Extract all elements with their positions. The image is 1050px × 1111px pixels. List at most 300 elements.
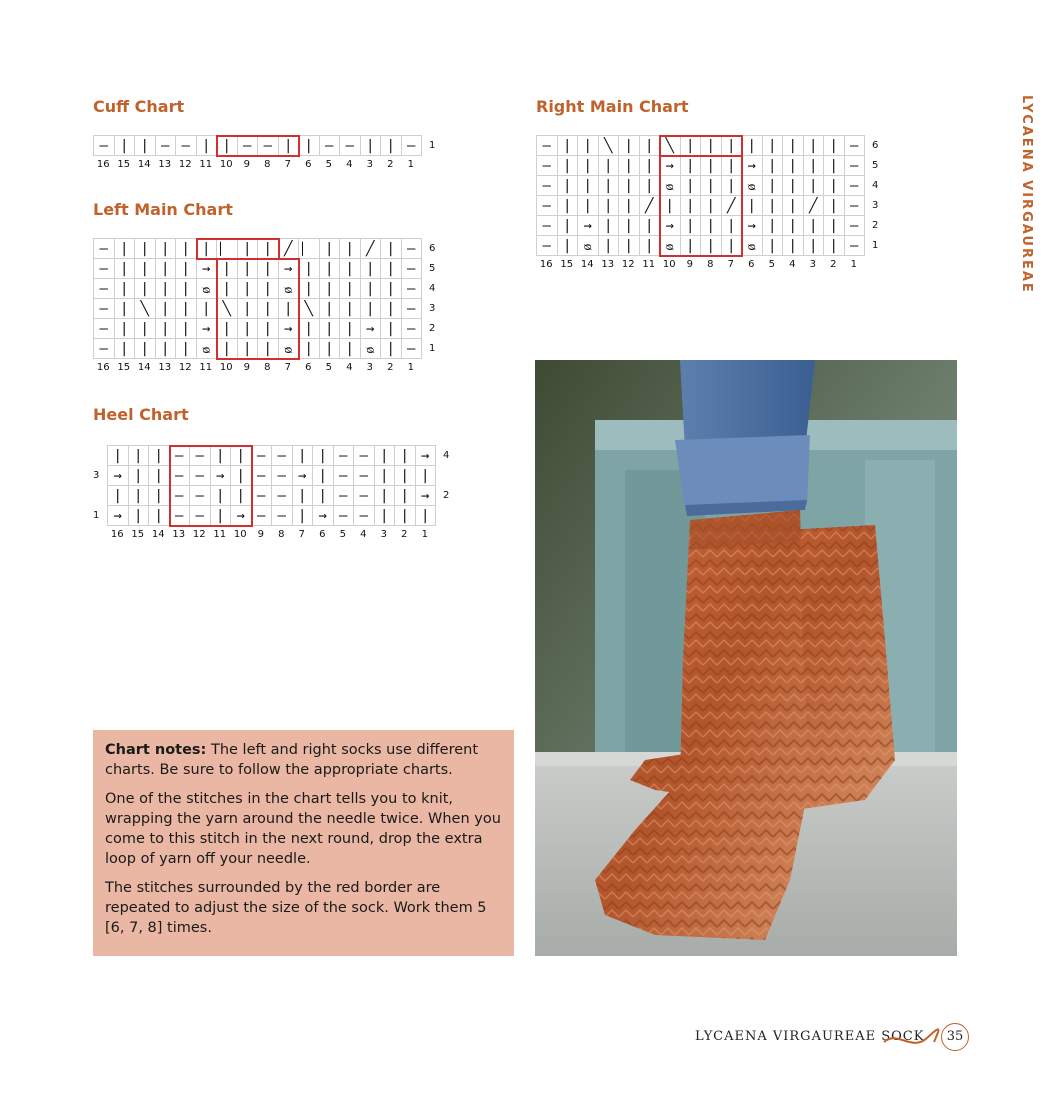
left-chart-cell: | xyxy=(258,299,279,319)
left-chart-cell: | xyxy=(278,299,299,319)
heel-chart-cell: — xyxy=(190,466,211,486)
right-chart-row xyxy=(537,156,865,176)
right-chart-cell: | xyxy=(721,136,742,156)
cuff-column-number: 14 xyxy=(137,159,151,170)
heel-chart-cell: | xyxy=(128,506,149,526)
left-chart-cell: | xyxy=(381,339,402,359)
right-column-number: 10 xyxy=(662,259,676,270)
heel-chart-cell: | xyxy=(395,446,416,466)
left-chart-cell: | xyxy=(299,319,320,339)
right-column-number: 7 xyxy=(727,259,734,270)
right-chart-cell: | xyxy=(639,156,660,176)
heel-chart-cell: | xyxy=(149,506,170,526)
right-chart-cell: ᴓ xyxy=(742,236,763,256)
left-chart-cell: ᴓ xyxy=(278,279,299,299)
left-chart-cell: | xyxy=(319,239,340,259)
left-chart-cell: | xyxy=(258,239,279,259)
right-row-number: 6 xyxy=(872,140,879,151)
heel-chart-grid xyxy=(93,445,450,540)
cuff-column-number: 9 xyxy=(243,159,250,170)
heel-column-number: 10 xyxy=(233,529,247,540)
right-chart-cell: ╱ xyxy=(803,196,824,216)
right-chart-cell: | xyxy=(619,136,640,156)
left-chart-cell: | xyxy=(237,319,258,339)
right-chart-cell: | xyxy=(598,216,619,236)
cuff-chart-table xyxy=(93,135,422,156)
left-chart-cell: — xyxy=(401,299,422,319)
cuff-chart-cell: | xyxy=(381,136,402,156)
left-main-chart-grid xyxy=(93,238,436,373)
cuff-column-number: 6 xyxy=(305,159,312,170)
right-chart-cell: | xyxy=(557,216,578,236)
cuff-column-number: 8 xyxy=(264,159,271,170)
chart-notes-label: Chart notes: xyxy=(105,742,207,758)
left-column-number: 16 xyxy=(96,362,110,373)
heel-chart-cell: | xyxy=(395,466,416,486)
right-chart-cell: | xyxy=(639,216,660,236)
heel-chart-cell: | xyxy=(292,506,313,526)
right-chart-cell: | xyxy=(762,136,783,156)
right-chart-cell: | xyxy=(619,216,640,236)
right-row-number: 5 xyxy=(872,160,879,171)
left-chart-cell: | xyxy=(135,279,156,299)
left-chart-cell: | xyxy=(217,319,238,339)
heel-chart-cell: | xyxy=(395,486,416,506)
right-chart-cell: | xyxy=(803,236,824,256)
heel-chart-cell: | xyxy=(149,486,170,506)
heel-chart-cell: — xyxy=(333,466,354,486)
right-chart-cell: | xyxy=(578,196,599,216)
right-column-number: 16 xyxy=(539,259,553,270)
left-chart-row xyxy=(94,259,422,279)
left-chart-cell: ╲ xyxy=(135,299,156,319)
left-chart-cell: ╲ xyxy=(217,299,238,319)
right-chart-cell: | xyxy=(578,176,599,196)
left-column-number: 9 xyxy=(243,362,250,373)
right-chart-cell: | xyxy=(557,176,578,196)
heel-column-number: 12 xyxy=(192,529,206,540)
cuff-chart-cell: — xyxy=(94,136,115,156)
heel-chart-cell: — xyxy=(251,506,272,526)
right-column-number: 5 xyxy=(768,259,775,270)
right-chart-row xyxy=(537,236,865,256)
left-chart-cell: | xyxy=(319,339,340,359)
right-chart-cell: — xyxy=(537,196,558,216)
heel-chart-cell: | xyxy=(108,486,129,506)
heel-column-number: 6 xyxy=(319,529,326,540)
right-chart-cell: — xyxy=(844,236,865,256)
left-chart-cell: | xyxy=(155,339,176,359)
heel-chart-cell: — xyxy=(169,486,190,506)
heel-row-number: 2 xyxy=(443,490,450,501)
cuff-chart-title: Cuff Chart xyxy=(93,97,185,116)
left-chart-cell: | xyxy=(176,239,197,259)
left-column-number: 10 xyxy=(219,362,233,373)
left-chart-cell: — xyxy=(94,299,115,319)
right-row-number: 1 xyxy=(872,240,879,251)
right-chart-cell: | xyxy=(578,136,599,156)
right-chart-cell: | xyxy=(680,136,701,156)
right-chart-cell: | xyxy=(639,136,660,156)
cuff-column-number: 3 xyxy=(366,159,373,170)
chart-notes-paragraph-3: The stitches surrounded by the red border are repeated to adjust the size of the sock. Work them 5 [6, 7, 8] times. xyxy=(105,880,487,936)
heel-chart-cell: | xyxy=(210,446,231,466)
heel-chart-cell: | xyxy=(313,446,334,466)
right-chart-cell: | xyxy=(557,196,578,216)
cuff-chart-cell: — xyxy=(155,136,176,156)
right-chart-cell: | xyxy=(721,176,742,196)
heel-row-number: 3 xyxy=(93,470,100,481)
right-column-number: 14 xyxy=(580,259,594,270)
chart-notes-paragraph-1 xyxy=(105,740,502,780)
heel-chart-cell: | xyxy=(374,486,395,506)
right-chart-cell: | xyxy=(680,236,701,256)
right-chart-cell: | xyxy=(824,176,845,196)
left-chart-cell: | xyxy=(360,299,381,319)
heel-column-number: 8 xyxy=(278,529,285,540)
heel-chart-cell: — xyxy=(272,466,293,486)
left-chart-cell: | xyxy=(155,259,176,279)
heel-chart-cell: — xyxy=(190,506,211,526)
left-chart-cell: | xyxy=(319,279,340,299)
left-chart-cell: — xyxy=(94,319,115,339)
left-chart-cell: | xyxy=(340,319,361,339)
left-main-chart-title: Left Main Chart xyxy=(93,200,233,219)
right-chart-cell: | xyxy=(701,136,722,156)
heel-chart-cell: | xyxy=(231,446,252,466)
right-chart-cell: ᴓ xyxy=(742,176,763,196)
left-row-number: 5 xyxy=(429,263,436,274)
left-chart-cell: | xyxy=(176,299,197,319)
right-chart-cell: ᴓ xyxy=(578,236,599,256)
left-chart-cell: — xyxy=(94,259,115,279)
heel-chart-cell: — xyxy=(354,466,375,486)
right-chart-cell: → xyxy=(660,156,681,176)
left-chart-cell: | xyxy=(196,239,217,259)
right-chart-cell: — xyxy=(537,176,558,196)
left-column-number: 6 xyxy=(305,362,312,373)
right-column-number: 6 xyxy=(748,259,755,270)
left-chart-table xyxy=(93,238,422,359)
heel-column-number: 1 xyxy=(421,529,428,540)
cuff-chart-cell: — xyxy=(237,136,258,156)
heel-chart-cell: | xyxy=(210,506,231,526)
right-chart-cell: | xyxy=(680,176,701,196)
left-chart-cell: | xyxy=(176,259,197,279)
cuff-chart-cell: | xyxy=(114,136,135,156)
right-chart-table xyxy=(536,135,865,256)
left-chart-cell: | xyxy=(340,259,361,279)
left-column-number: 3 xyxy=(366,362,373,373)
page-number: 35 xyxy=(941,1023,969,1051)
right-chart-cell: | xyxy=(598,196,619,216)
right-chart-cell: | xyxy=(803,136,824,156)
left-chart-cell: ╱ xyxy=(278,239,299,259)
right-chart-cell: | xyxy=(701,156,722,176)
left-chart-cell: | xyxy=(237,339,258,359)
heel-chart-cell: | xyxy=(313,486,334,506)
left-chart-cell: | xyxy=(114,299,135,319)
right-chart-cell: ╲ xyxy=(598,136,619,156)
left-chart-cell: | xyxy=(258,319,279,339)
heel-column-number: 9 xyxy=(257,529,264,540)
right-chart-cell: — xyxy=(537,136,558,156)
right-chart-cell: | xyxy=(619,176,640,196)
left-chart-cell: | xyxy=(319,299,340,319)
left-chart-cell: | xyxy=(340,299,361,319)
right-chart-cell: | xyxy=(557,156,578,176)
heel-chart-cell: — xyxy=(169,446,190,466)
left-chart-row xyxy=(94,339,422,359)
left-chart-cell: ╱ xyxy=(360,239,381,259)
left-chart-cell: ╲ xyxy=(299,299,320,319)
right-chart-cell: | xyxy=(824,216,845,236)
right-chart-cell: — xyxy=(537,156,558,176)
heel-chart-cell: | xyxy=(231,486,252,506)
right-chart-cell: | xyxy=(803,156,824,176)
left-chart-cell: | xyxy=(258,279,279,299)
right-column-number: 1 xyxy=(850,259,857,270)
cuff-chart-cell: — xyxy=(319,136,340,156)
right-column-number: 11 xyxy=(642,259,656,270)
left-chart-cell: | xyxy=(176,319,197,339)
left-chart-cell: | xyxy=(319,319,340,339)
left-column-numbers xyxy=(93,362,421,373)
right-row-number: 4 xyxy=(872,180,879,191)
right-column-number: 9 xyxy=(686,259,693,270)
left-column-number: 7 xyxy=(284,362,291,373)
right-column-number: 3 xyxy=(809,259,816,270)
heel-row-number: 4 xyxy=(443,450,450,461)
right-chart-cell: | xyxy=(639,236,660,256)
left-chart-cell: | xyxy=(258,259,279,279)
left-chart-cell: | xyxy=(135,319,156,339)
right-chart-cell: → xyxy=(660,216,681,236)
right-chart-cell: ᴓ xyxy=(660,236,681,256)
heel-chart-cell: — xyxy=(251,466,272,486)
left-chart-cell: | xyxy=(155,319,176,339)
right-chart-cell: | xyxy=(762,176,783,196)
chart-notes-paragraph-2: One of the stitches in the chart tells you to knit, wrapping the yarn around the needle twice. When you come to this stitch in the next round, drop the extra loop of yarn off your needle. xyxy=(105,791,501,867)
right-column-number: 12 xyxy=(621,259,635,270)
right-chart-cell: | xyxy=(680,156,701,176)
swirl-ornament xyxy=(882,1022,942,1054)
right-column-number: 15 xyxy=(560,259,574,270)
right-column-number: 2 xyxy=(830,259,837,270)
left-chart-cell: ᴓ xyxy=(278,339,299,359)
right-row-number: 3 xyxy=(872,200,879,211)
right-chart-cell: ╱ xyxy=(639,196,660,216)
right-chart-cell: | xyxy=(783,176,804,196)
left-chart-row xyxy=(94,239,422,259)
left-chart-row xyxy=(94,319,422,339)
left-column-number: 11 xyxy=(199,362,213,373)
right-chart-cell: — xyxy=(844,156,865,176)
right-chart-cell: | xyxy=(619,196,640,216)
right-chart-cell: | xyxy=(742,136,763,156)
right-chart-cell: | xyxy=(680,216,701,236)
right-chart-cell: | xyxy=(619,156,640,176)
left-chart-cell: | xyxy=(299,279,320,299)
heel-column-number: 4 xyxy=(360,529,367,540)
right-chart-cell: | xyxy=(701,216,722,236)
left-column-number: 1 xyxy=(407,362,414,373)
left-chart-cell: | xyxy=(340,239,361,259)
right-chart-cell: | xyxy=(824,136,845,156)
left-row-number: 6 xyxy=(429,243,436,254)
right-chart-cell: | xyxy=(824,236,845,256)
cuff-column-number: 10 xyxy=(219,159,233,170)
left-chart-cell: | xyxy=(135,239,156,259)
right-chart-cell: | xyxy=(824,156,845,176)
heel-chart-cell: → xyxy=(415,486,436,506)
cuff-column-number: 15 xyxy=(117,159,131,170)
right-chart-cell: | xyxy=(742,196,763,216)
right-chart-cell: ᴓ xyxy=(660,176,681,196)
heel-chart-cell: | xyxy=(374,506,395,526)
cuff-column-numbers xyxy=(93,159,421,170)
heel-chart-cell: | xyxy=(374,466,395,486)
right-chart-cell: | xyxy=(557,136,578,156)
left-chart-cell: | xyxy=(135,259,156,279)
chart-notes-box xyxy=(93,730,514,956)
heel-chart-cell: | xyxy=(415,506,436,526)
left-chart-cell: | xyxy=(196,299,217,319)
cuff-chart-cell: — xyxy=(340,136,361,156)
left-chart-cell: | xyxy=(381,319,402,339)
heel-chart-cell: | xyxy=(415,466,436,486)
left-column-number: 5 xyxy=(325,362,332,373)
left-chart-cell: → xyxy=(360,319,381,339)
right-chart-cell: | xyxy=(598,176,619,196)
left-chart-cell: | xyxy=(381,299,402,319)
right-chart-cell: → xyxy=(742,156,763,176)
left-chart-row xyxy=(94,279,422,299)
heel-chart-cell: | xyxy=(108,446,129,466)
left-row-number: 1 xyxy=(429,343,436,354)
heel-chart-cell: → xyxy=(292,466,313,486)
heel-column-number: 5 xyxy=(339,529,346,540)
right-chart-cell: | xyxy=(680,196,701,216)
right-chart-cell: — xyxy=(844,176,865,196)
heel-column-number: 13 xyxy=(172,529,186,540)
left-chart-cell: ⎸ xyxy=(299,239,320,259)
cuff-column-number: 4 xyxy=(346,159,353,170)
cuff-chart-cell: | xyxy=(278,136,299,156)
heel-chart-cell: — xyxy=(333,506,354,526)
heel-chart-cell: | xyxy=(374,446,395,466)
heel-chart-cell: — xyxy=(272,446,293,466)
left-chart-cell: — xyxy=(401,339,422,359)
right-chart-cell: | xyxy=(721,156,742,176)
heel-chart-row xyxy=(108,506,436,526)
left-row-number: 2 xyxy=(429,323,436,334)
heel-chart-cell: | xyxy=(149,466,170,486)
right-chart-cell: | xyxy=(783,216,804,236)
heel-chart-cell: | xyxy=(231,466,252,486)
right-chart-row xyxy=(537,136,865,156)
right-main-chart-title: Right Main Chart xyxy=(536,97,689,116)
left-chart-cell: — xyxy=(94,279,115,299)
heel-chart-cell: → xyxy=(313,506,334,526)
heel-chart-cell: → xyxy=(210,466,231,486)
heel-chart-cell: — xyxy=(272,506,293,526)
left-chart-cell: | xyxy=(114,239,135,259)
right-row-number: 2 xyxy=(872,220,879,231)
heel-chart-cell: → xyxy=(108,506,129,526)
left-chart-cell: | xyxy=(340,279,361,299)
cuff-chart-cell: | xyxy=(217,136,238,156)
left-chart-cell: | xyxy=(155,279,176,299)
left-chart-cell: | xyxy=(381,239,402,259)
right-chart-cell: → xyxy=(578,216,599,236)
cuff-chart-grid xyxy=(93,135,436,170)
heel-chart-title: Heel Chart xyxy=(93,405,189,424)
heel-chart-cell: — xyxy=(333,486,354,506)
cuff-chart-row xyxy=(94,136,422,156)
heel-column-number: 3 xyxy=(380,529,387,540)
cuff-column-number: 2 xyxy=(387,159,394,170)
right-chart-cell: | xyxy=(762,236,783,256)
left-chart-cell: — xyxy=(401,279,422,299)
heel-column-number: 2 xyxy=(401,529,408,540)
left-chart-cell: ᴓ xyxy=(196,339,217,359)
heel-chart-cell: — xyxy=(190,486,211,506)
left-chart-cell: → xyxy=(196,259,217,279)
right-column-number: 8 xyxy=(707,259,714,270)
heel-chart-cell: — xyxy=(251,486,272,506)
right-chart-cell: | xyxy=(619,236,640,256)
cuff-chart-cell: | xyxy=(299,136,320,156)
cuff-chart-cell: — xyxy=(401,136,422,156)
right-column-numbers xyxy=(536,259,864,270)
side-title: LYCAENA VIRGAUREAE xyxy=(1019,95,1034,294)
left-chart-cell: | xyxy=(237,239,258,259)
heel-chart-cell: — xyxy=(169,466,190,486)
heel-chart-cell: — xyxy=(354,486,375,506)
right-chart-cell: | xyxy=(803,216,824,236)
left-chart-cell: | xyxy=(114,279,135,299)
right-chart-cell: ╲ xyxy=(660,136,681,156)
cuff-chart-cell: — xyxy=(258,136,279,156)
heel-chart-cell: → xyxy=(231,506,252,526)
heel-chart-cell: | xyxy=(313,466,334,486)
left-chart-cell: — xyxy=(94,339,115,359)
right-column-number: 13 xyxy=(601,259,615,270)
left-chart-cell: | xyxy=(237,279,258,299)
left-chart-cell: | xyxy=(299,259,320,279)
heel-column-number: 14 xyxy=(151,529,165,540)
heel-chart-cell: | xyxy=(128,486,149,506)
left-chart-cell: — xyxy=(94,239,115,259)
cuff-chart-cell: | xyxy=(196,136,217,156)
right-chart-cell: | xyxy=(701,196,722,216)
left-column-number: 14 xyxy=(137,362,151,373)
heel-chart-cell: | xyxy=(210,486,231,506)
heel-chart-cell: — xyxy=(169,506,190,526)
left-column-number: 4 xyxy=(346,362,353,373)
right-chart-cell: | xyxy=(762,156,783,176)
left-chart-cell: | xyxy=(381,279,402,299)
right-chart-cell: — xyxy=(537,216,558,236)
left-chart-cell: → xyxy=(278,319,299,339)
cuff-column-number: 13 xyxy=(158,159,172,170)
left-chart-cell: | xyxy=(381,259,402,279)
heel-column-number: 16 xyxy=(110,529,124,540)
heel-chart-row xyxy=(108,446,436,466)
right-chart-cell: | xyxy=(762,216,783,236)
left-column-number: 12 xyxy=(178,362,192,373)
